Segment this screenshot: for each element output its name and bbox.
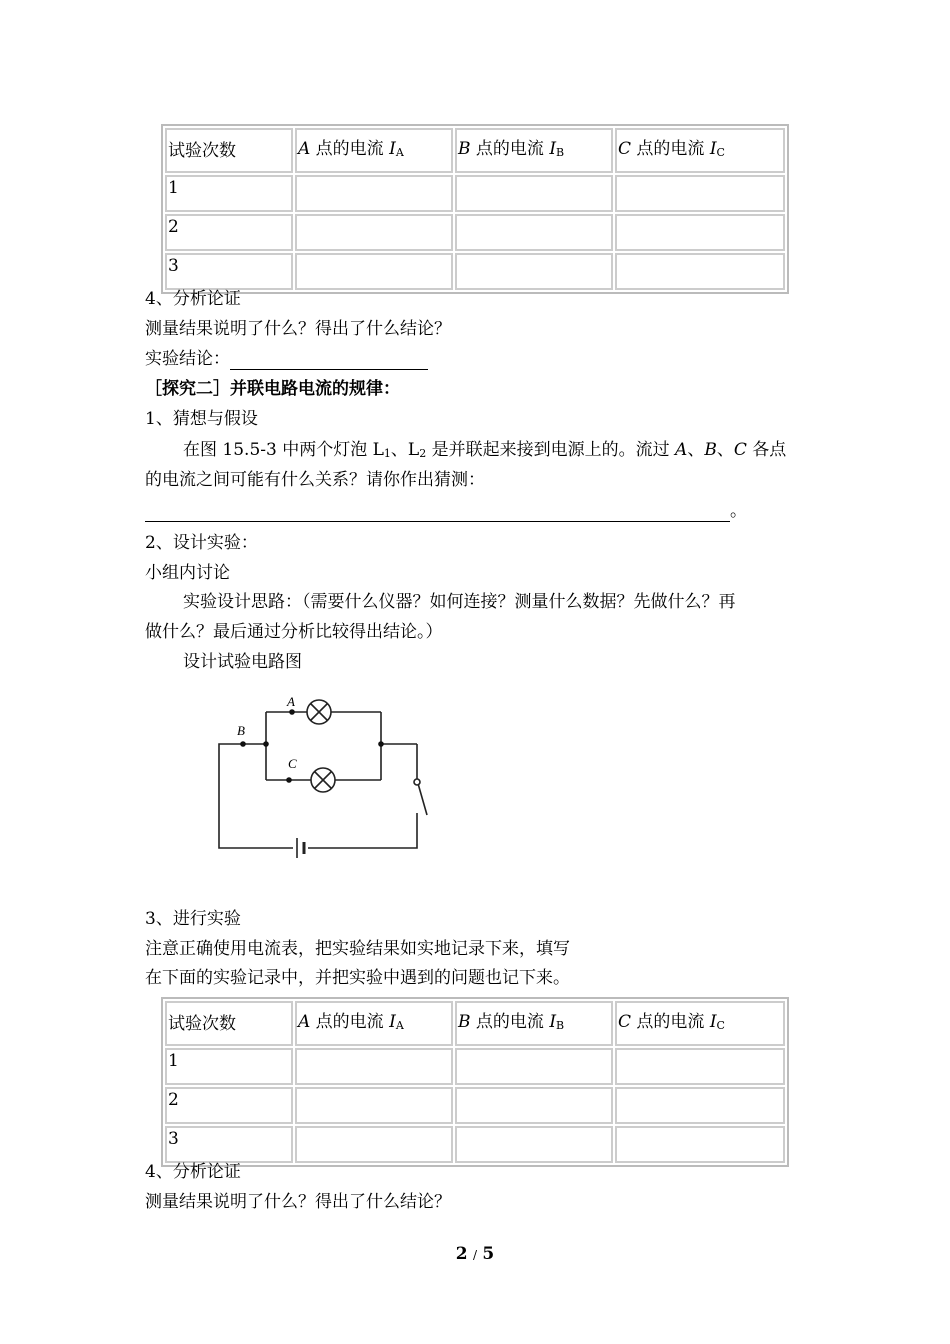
switch-pivot xyxy=(414,779,420,785)
explore-2-title: ［探究二］并联电路电流的规律： xyxy=(145,379,400,399)
input-cell[interactable] xyxy=(455,253,613,290)
experiment-note-2: 在下面的实验记录中，并把实验中遇到的问题也记下来。 xyxy=(145,968,570,988)
circuit-diagram-title: 设计试验电路图 xyxy=(183,652,302,672)
group-discussion: 小组内讨论 xyxy=(145,563,230,583)
input-cell[interactable] xyxy=(295,253,453,290)
header-current-a: A 点的电流 $I_A$ xyxy=(295,128,453,173)
trial-number: 2 xyxy=(165,1087,293,1124)
table-row xyxy=(165,1087,785,1124)
table-row xyxy=(165,214,785,251)
design-idea-1: 实验设计思路：（需要什么仪器？如何连接？测量什么数据？先做什么？再 xyxy=(183,592,736,612)
experiment-note-1: 注意正确使用电流表，把实验结果如实地记录下来，填写 xyxy=(145,939,570,959)
input-cell[interactable] xyxy=(455,175,613,212)
header-current-b: B 点的电流 $I_B$ xyxy=(455,1001,613,1046)
wire-bottom xyxy=(308,813,417,848)
hypothesis-text: 在图 15.5-3 中两个灯泡 $L_1$、$L_2$ 是并联起来接到电源上的。流过 A、B、C 各点 xyxy=(183,440,787,460)
input-cell[interactable] xyxy=(295,1087,453,1124)
table-row xyxy=(165,1126,785,1163)
hypothesis-blank[interactable] xyxy=(145,503,730,522)
header-current-b: B 点的电流 $I_B$ xyxy=(455,128,613,173)
record-table-2 xyxy=(161,997,789,1167)
trial-number: 2 xyxy=(165,214,293,251)
page-number xyxy=(0,1244,950,1264)
page-current: 2 xyxy=(455,1244,468,1264)
table-row xyxy=(165,175,785,212)
hypothesis-blank-line: 。 xyxy=(145,500,747,522)
point-a-dot xyxy=(289,709,295,715)
parallel-circuit-diagram xyxy=(205,688,445,863)
trial-number: 3 xyxy=(165,253,293,290)
point-b-label: B xyxy=(237,723,245,738)
design-idea-2: 做什么？最后通过分析比较得出结论。） xyxy=(145,622,443,642)
record-table-1 xyxy=(161,124,789,294)
header-trial-count: 试验次数 xyxy=(165,128,293,173)
section-4b-title: 4、分析论证 xyxy=(145,1162,241,1182)
input-cell[interactable] xyxy=(615,1087,785,1124)
input-cell[interactable] xyxy=(615,175,785,212)
page-total: 5 xyxy=(482,1244,495,1264)
input-cell[interactable] xyxy=(455,214,613,251)
input-cell[interactable] xyxy=(455,1126,613,1163)
conclusion-line xyxy=(145,348,428,370)
wire-left xyxy=(219,744,293,848)
trial-number: 3 xyxy=(165,1126,293,1163)
page-separator: / xyxy=(472,1248,478,1262)
point-c-dot xyxy=(286,777,292,783)
step-2-title: 2、设计实验： xyxy=(145,533,258,553)
header-trial-count: 试验次数 xyxy=(165,1001,293,1046)
conclusion-blank[interactable] xyxy=(230,349,428,370)
input-cell[interactable] xyxy=(295,1048,453,1085)
junction-left-dot xyxy=(263,741,269,747)
header-current-c: C 点的电流 $I_C$ xyxy=(615,128,785,173)
conclusion-label: 实验结论： xyxy=(145,349,230,369)
input-cell[interactable] xyxy=(615,253,785,290)
input-cell[interactable] xyxy=(615,1126,785,1163)
step-1-title: 1、猜想与假设 xyxy=(145,409,258,429)
point-a-label: A xyxy=(287,694,295,709)
trial-number: 1 xyxy=(165,175,293,212)
step-3-title: 3、进行实验 xyxy=(145,909,241,929)
input-cell[interactable] xyxy=(295,214,453,251)
input-cell[interactable] xyxy=(295,175,453,212)
junction-right-dot xyxy=(378,741,384,747)
point-c-label: C xyxy=(288,756,297,771)
section-4b-question: 测量结果说明了什么？得出了什么结论？ xyxy=(145,1192,451,1212)
input-cell[interactable] xyxy=(455,1048,613,1085)
point-b-dot xyxy=(240,741,246,747)
trial-number: 1 xyxy=(165,1048,293,1085)
hypothesis-text-2: 的电流之间可能有什么关系？请你作出猜测： xyxy=(145,470,485,490)
header-current-c: C 点的电流 $I_C$ xyxy=(615,1001,785,1046)
input-cell[interactable] xyxy=(295,1126,453,1163)
table-row xyxy=(165,253,785,290)
section-4-question: 测量结果说明了什么？得出了什么结论？ xyxy=(145,319,451,339)
section-4-title: 4、分析论证 xyxy=(145,289,241,309)
input-cell[interactable] xyxy=(615,1048,785,1085)
table-row xyxy=(165,1048,785,1085)
input-cell[interactable] xyxy=(455,1087,613,1124)
input-cell[interactable] xyxy=(615,214,785,251)
header-current-a: A 点的电流 $I_A$ xyxy=(295,1001,453,1046)
